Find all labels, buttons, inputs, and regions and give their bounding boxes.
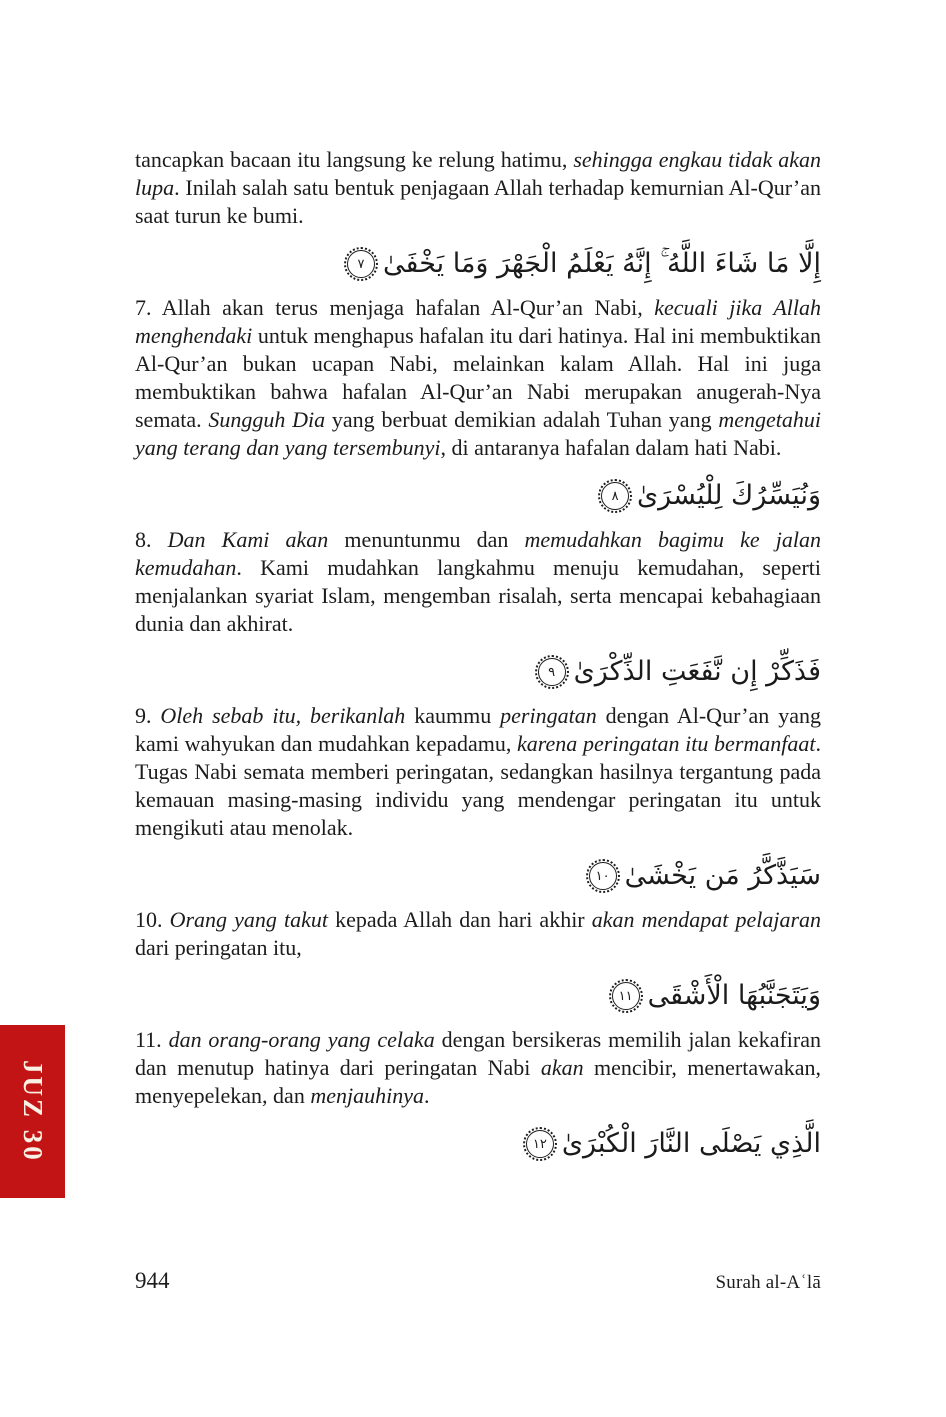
intro-text: tancapkan bacaan itu langsung ke relung hatimu, bbox=[135, 147, 574, 172]
paragraph-text: kaummu bbox=[405, 703, 501, 728]
paragraph-text: . Kami mudahkan langkahmu menuju kemudahan, seperti menjalankan syariat Islam, mengemban risalah, serta mencapai kebahagiaan dunia dan akhirat. bbox=[135, 555, 821, 636]
paragraph-text: menuntunmu dan bbox=[328, 527, 525, 552]
arabic-verse-8-text: وَنُيَسِّرُكَ لِلْيُسْرَىٰ bbox=[637, 480, 821, 511]
surah-title: Surah al-Aʿlā bbox=[715, 1272, 821, 1293]
juz-tab-label: JUZ 30 bbox=[18, 1060, 48, 1163]
arabic-verse-7-text: إِلَّا مَا شَاءَ اللَّهُ ۚ إِنَّهُ يَعْلَمُ الْجَهْرَ وَمَا يَخْفَىٰ bbox=[383, 248, 821, 279]
paragraph-text-italic: mengetahui yang terang dan yang tersembunyi bbox=[135, 407, 821, 460]
paragraph-text-italic: Orang yang takut bbox=[169, 907, 329, 932]
paragraph-text: mencibir, menertawakan, menyepelekan, dan bbox=[135, 1055, 821, 1108]
juz-tab bbox=[0, 1025, 65, 1198]
arabic-verse-7 bbox=[135, 242, 821, 286]
text-column bbox=[135, 146, 821, 1174]
paragraph-text-italic: dan orang-orang yang celaka bbox=[168, 1027, 435, 1052]
paragraph-text: , di antaranya hafalan dalam hati Nabi. bbox=[440, 435, 782, 460]
arabic-verse-9-text: فَذَكِّرْ إِن نَّفَعَتِ الذِّكْرَىٰ bbox=[573, 656, 821, 687]
intro-text: . Inilah salah satu bentuk penjagaan Allah terhadap kemurnian Al-Qur’an saat turun ke bumi. bbox=[135, 175, 821, 228]
page-footer bbox=[135, 1268, 821, 1294]
arabic-verse-10 bbox=[135, 854, 821, 898]
arabic-verse-12 bbox=[135, 1122, 821, 1166]
arabic-verse-11 bbox=[135, 974, 821, 1018]
paragraph-text: 7. Allah akan terus menjaga hafalan Al-Qur’an Nabi, bbox=[135, 295, 655, 320]
arabic-verse-12-text: الَّذِي يَصْلَى النَّارَ الْكُبْرَىٰ bbox=[561, 1128, 821, 1159]
ayah-11-number: ١١ bbox=[618, 988, 633, 1004]
intro-text-italic: sehingga engkau tidak akan lupa bbox=[135, 147, 821, 200]
commentary-paragraph-10 bbox=[135, 906, 821, 962]
ayah-8-number: ٨ bbox=[611, 488, 619, 504]
paragraph-text-italic: Dan Kami akan bbox=[167, 527, 329, 552]
arabic-verse-10-text: سَيَذَّكَّرُ مَن يَخْشَىٰ bbox=[624, 860, 821, 891]
ayah-11-number-rosette bbox=[612, 982, 640, 1010]
paragraph-text-italic: kecuali jika Allah menghendaki bbox=[135, 295, 821, 348]
arabic-verse-11-text: وَيَتَجَنَّبُهَا الْأَشْقَى bbox=[647, 980, 821, 1011]
arabic-verse-8 bbox=[135, 474, 821, 518]
ayah-10-number-rosette bbox=[589, 862, 617, 890]
intro-paragraph bbox=[135, 146, 821, 230]
commentary-paragraph-11 bbox=[135, 1026, 821, 1110]
paragraph-text: untuk menghapus hafalan itu dari hatinya. Hal ini membuktikan Al-Qur’an bukan ucapan Nabi, melainkan kalam Allah. Hal ini juga membuktikan bahwa hafalan Al-Qur’an Nabi merupakan anugerah-Nya semata. bbox=[135, 323, 821, 432]
ayah-7-number-rosette bbox=[347, 250, 375, 278]
ayah-10-number: ١٠ bbox=[595, 868, 610, 884]
paragraph-text: . bbox=[423, 1083, 430, 1108]
commentary-paragraph-9 bbox=[135, 702, 821, 842]
commentary-paragraph-8 bbox=[135, 526, 821, 638]
ayah-8-number-rosette bbox=[601, 482, 629, 510]
paragraph-text: 10. bbox=[135, 907, 170, 932]
paragraph-text: 11. bbox=[135, 1027, 169, 1052]
ayah-12-number-rosette bbox=[526, 1130, 554, 1158]
paragraph-text: dari peringatan itu, bbox=[135, 935, 302, 960]
ayah-9-number-rosette bbox=[538, 658, 566, 686]
paragraph-text: yang berbuat demikian adalah Tuhan yang bbox=[325, 407, 719, 432]
arabic-verse-9 bbox=[135, 650, 821, 694]
paragraph-text: . Tugas Nabi semata memberi peringatan, sedangkan hasilnya tergantung pada kemauan masing-masing individu yang mendengar peringatan itu untuk mengikuti atau menolak. bbox=[135, 731, 821, 840]
paragraph-text-italic: menjauhinya bbox=[310, 1083, 424, 1108]
ayah-7-number: ٧ bbox=[357, 256, 365, 272]
paragraph-text: kepada Allah dan hari akhir bbox=[328, 907, 592, 932]
paragraph-text-italic: akan bbox=[540, 1055, 584, 1080]
commentary-paragraph-7 bbox=[135, 294, 821, 462]
paragraph-text-italic: Oleh sebab itu, berikanlah bbox=[160, 703, 406, 728]
paragraph-text: 9. bbox=[135, 703, 161, 728]
paragraph-text-italic: Sungguh Dia bbox=[208, 407, 326, 432]
paragraph-text-italic: karena peringatan itu bermanfaat bbox=[517, 731, 816, 756]
paragraph-text-italic: akan mendapat pelajaran bbox=[591, 907, 822, 932]
ayah-12-number: ١٢ bbox=[532, 1136, 547, 1152]
page-number: 944 bbox=[135, 1268, 170, 1293]
paragraph-text: 8. bbox=[135, 527, 168, 552]
paragraph-text-italic: peringatan bbox=[500, 703, 597, 728]
paragraph-text-italic: memudahkan bagimu ke jalan kemudahan bbox=[135, 527, 822, 580]
paragraph-text: dengan bersikeras memilih jalan kekafiran dan menutup hatinya dari peringatan Nabi bbox=[135, 1027, 821, 1080]
paragraph-text: dengan Al-Qur’an yang kami wahyukan dan mudahkan kepadamu, bbox=[135, 703, 821, 756]
ayah-9-number: ٩ bbox=[548, 664, 556, 680]
